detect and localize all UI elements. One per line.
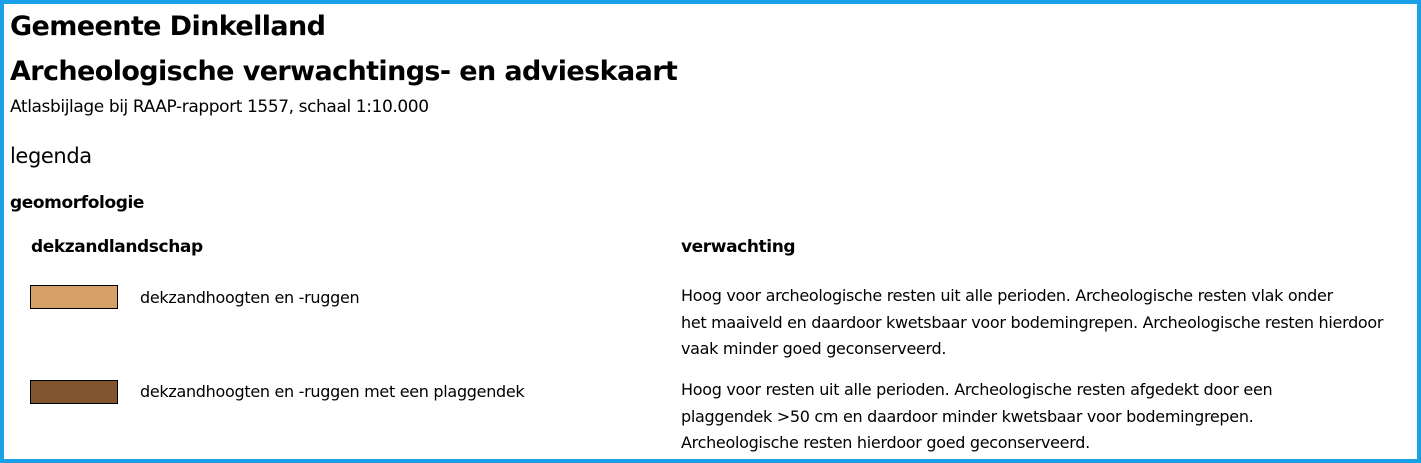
- legend-label-dekzandhoogten: dekzandhoogten en -ruggen: [140, 288, 360, 307]
- description-line: Hoog voor archeologische resten uit alle perioden. Archeologische resten vlak onder: [681, 286, 1333, 305]
- legend-description-plaggendek: [681, 377, 1421, 457]
- legend-heading: legenda: [10, 144, 92, 168]
- description-line: Archeologische resten hierdoor goed geconserveerd.: [681, 433, 1090, 452]
- legend-swatch-plaggendek: [30, 380, 118, 404]
- description-line: het maaiveld en daardoor kwetsbaar voor bodemingrepen. Archeologische resten hierdoor: [681, 312, 1384, 332]
- legend-label-plaggendek: dekzandhoogten en -ruggen met een plaggendek: [140, 382, 525, 401]
- column-heading-landscape: dekzandlandschap: [31, 237, 203, 257]
- map-title: Archeologische verwachtings- en advieskaart: [10, 56, 678, 87]
- column-heading-expectation: verwachting: [681, 237, 796, 257]
- municipality-title: Gemeente Dinkelland: [10, 11, 326, 42]
- section-heading-geomorfologie: geomorfologie: [10, 193, 145, 213]
- description-line: Hoog voor resten uit alle perioden. Archeologische resten afgedekt door een: [681, 380, 1273, 399]
- description-line: plaggendek >50 cm en daardoor minder kwetsbaar voor bodemingrepen.: [681, 406, 1254, 426]
- legend-description-dekzandhoogten: [681, 283, 1421, 363]
- description-line: vaak minder goed geconserveerd.: [681, 339, 947, 358]
- legend-swatch-dekzandhoogten: [30, 285, 118, 309]
- map-subtitle: Atlasbijlage bij RAAP-rapport 1557, schaal 1:10.000: [10, 97, 429, 117]
